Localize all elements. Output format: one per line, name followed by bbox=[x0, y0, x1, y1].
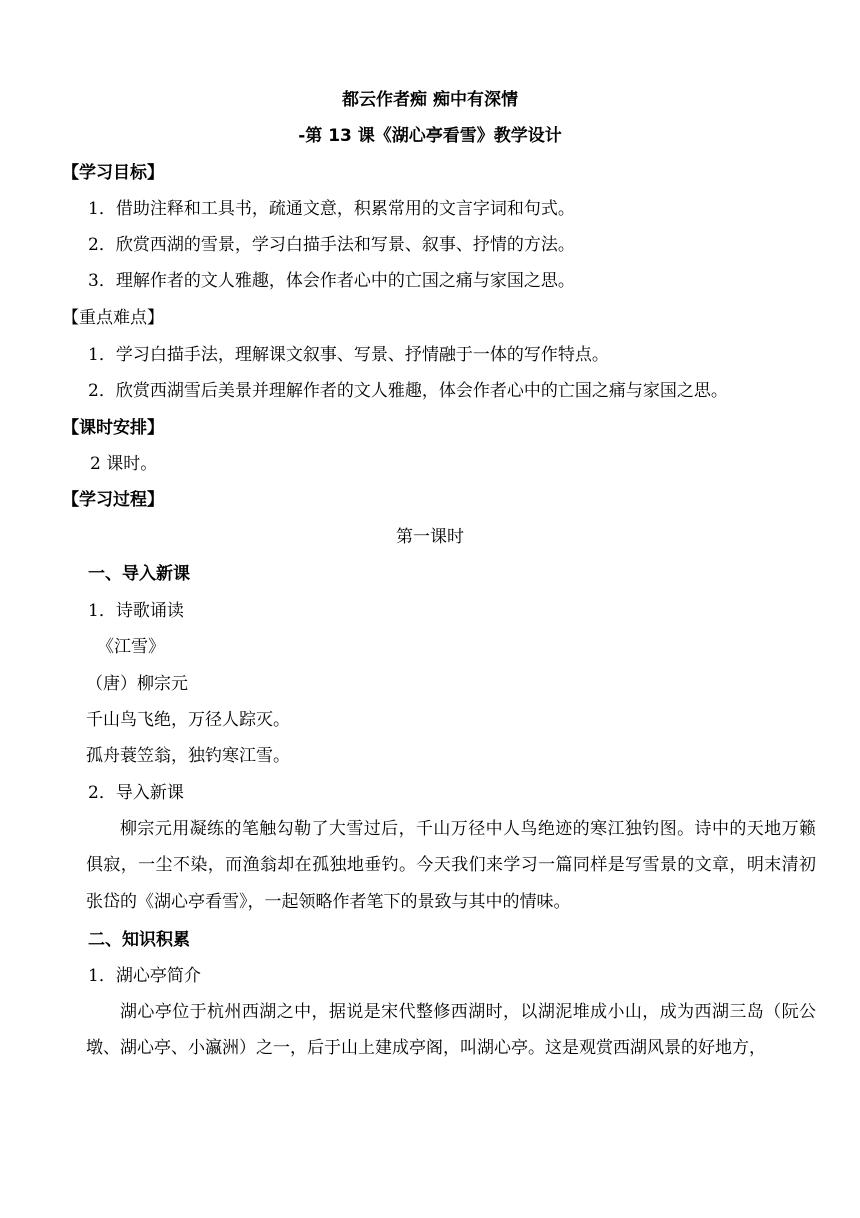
schedule-heading: 【课时安排】 bbox=[62, 418, 164, 438]
objective-item: 2．欣赏西湖的雪景，学习白描手法和写景、叙事、抒情的方法。 bbox=[88, 235, 575, 255]
period-title: 第一课时 bbox=[396, 527, 464, 547]
poem-line: 孤舟蓑笠翁，独钓寒江雪。 bbox=[86, 746, 290, 766]
intro-paragraph: 柳宗元用凝练的笔触勾勒了大雪过后，千山万径中人鸟绝迹的寒江独钓图。诗中的天地万籁俱寂，一尘不染，而渔翁却在孤独地垂钓。今天我们来学习一篇同样是写雪景的文章，明末清初张岱的《湖心亭看雪》，一起领略作者笔下的景致与其中的情味。 bbox=[86, 819, 816, 912]
poem-author: （唐）柳宗元 bbox=[86, 674, 188, 694]
poem-title: 《江雪》 bbox=[97, 637, 165, 657]
process-heading: 【学习过程】 bbox=[62, 490, 164, 510]
document-title: 都云作者痴 痴中有深情 bbox=[342, 90, 518, 110]
intro-item-new-lesson: 2．导入新课 bbox=[88, 783, 184, 803]
objectives-heading: 【学习目标】 bbox=[62, 163, 164, 183]
intro-item-poem-recital: 1．诗歌诵读 bbox=[88, 601, 184, 621]
key-points-heading: 【重点难点】 bbox=[62, 308, 164, 328]
pavilion-paragraph: 湖心亭位于杭州西湖之中，据说是宋代整修西湖时，以湖泥堆成小山，成为西湖三岛（阮公墩、湖心亭、小瀛洲）之一，后于山上建成亭阁，叫湖心亭。这是观赏西湖风景的好地方， bbox=[86, 1002, 816, 1059]
document-subtitle: -第 13 课《湖心亭看雪》教学设计 bbox=[298, 126, 562, 146]
key-point-item: 2．欣赏西湖雪后美景并理解作者的文人雅趣，体会作者心中的亡国之痛与家国之思。 bbox=[88, 381, 728, 401]
poem-line: 千山鸟飞绝，万径人踪灭。 bbox=[86, 710, 290, 730]
objective-item: 1．借助注释和工具书，疏通文意，积累常用的文言字词和句式。 bbox=[88, 199, 575, 219]
schedule-text: 2 课时。 bbox=[90, 454, 158, 474]
objective-item: 3．理解作者的文人雅趣，体会作者心中的亡国之痛与家国之思。 bbox=[88, 271, 575, 291]
section-heading-knowledge: 二、知识积累 bbox=[88, 930, 190, 950]
section-heading-intro: 一、导入新课 bbox=[88, 564, 190, 584]
key-point-item: 1．学习白描手法，理解课文叙事、写景、抒情融于一体的写作特点。 bbox=[88, 345, 609, 365]
knowledge-item-pavilion: 1．湖心亭简介 bbox=[88, 966, 201, 986]
